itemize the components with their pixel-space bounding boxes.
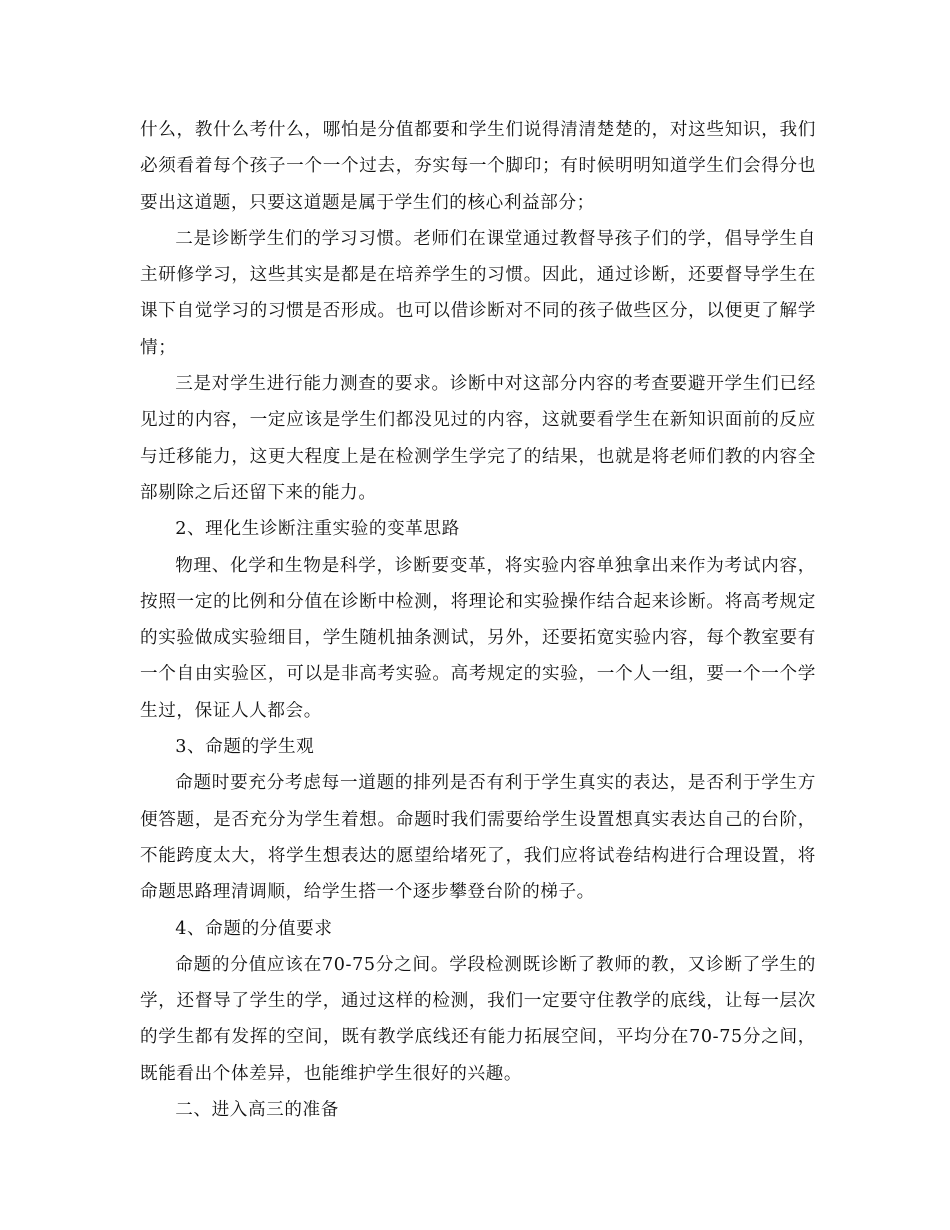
section-heading-experiments: 2、理化生诊断注重实验的变革思路: [175, 519, 460, 540]
paragraph-ability-test: 三是对学生进行能力测查的要求。诊断中对这部分内容的考查要避开学生们已经见过的内容，一定应该是学生们都没见过的内容，这就要看学生在新知识面前的反应与迁移能力，这更大程度上是在检测学生学完了的结果，也就是将老师们教的内容全部剔除之后还留下来的能力。: [140, 374, 816, 503]
paragraph-intro: 什么，教什么考什么，哪怕是分值都要和学生们说得清清楚楚的，对这些知识，我们必须看着每个孩子一个一个过去，夯实每一个脚印；有时候明明知道学生们会得分也要出这道题，只要这道题是属于学生们的核心利益部分；: [140, 120, 816, 213]
paragraph-score-requirement: 命题的分值应该在70-75分之间。学段检测既诊断了教师的教，又诊断了学生的学，还督导了学生的学，通过这样的检测，我们一定要守住教学的底线，让每一层次的学生都有发挥的空间，既有教学底线还有能力拓展空间，平均分在70-75分之间，既能看出个体差异，也能维护学生很好的兴趣。: [140, 954, 816, 1084]
section-heading-score-requirement: 4、命题的分值要求: [175, 918, 333, 939]
paragraph-learning-habits: 二是诊断学生们的学习习惯。老师们在课堂通过教督导孩子们的学，倡导学生自主研修学习，这些其实是都是在培养学生的习惯。因此，通过诊断，还要督导学生在课下自觉学习的习惯是否形成。也可以借诊断对不同的孩子做些区分，以便更了解学情；: [140, 228, 816, 358]
section-heading-student-view: 3、命题的学生观: [175, 737, 315, 758]
document-page: [140, 112, 816, 1128]
paragraph-student-view: 命题时要充分考虑每一道题的排列是否有利于学生真实的表达，是否利于学生方便答题，是否充分为学生着想。命题时我们需要给学生设置想真实表达自己的台阶，不能跨度太大，将学生想表达的愿望给堵死了，我们应将试卷结构进行合理设置，将命题思路理清调顺，给学生搭一个逐步攀登台阶的梯子。: [140, 773, 816, 903]
section-heading-senior-three: 二、进入高三的准备: [175, 1100, 339, 1121]
paragraph-experiments: 物理、化学和生物是科学，诊断要变革，将实验内容单独拿出来作为考试内容，按照一定的比例和分值在诊断中检测，将理论和实验操作结合起来诊断。将高考规定的实验做成实验细目，学生随机抽条测试，另外，还要拓宽实验内容，每个教室要有一个自由实验区，可以是非高考实验。高考规定的实验，一个人一组，要一个一个学生过，保证人人都会。: [140, 555, 816, 721]
